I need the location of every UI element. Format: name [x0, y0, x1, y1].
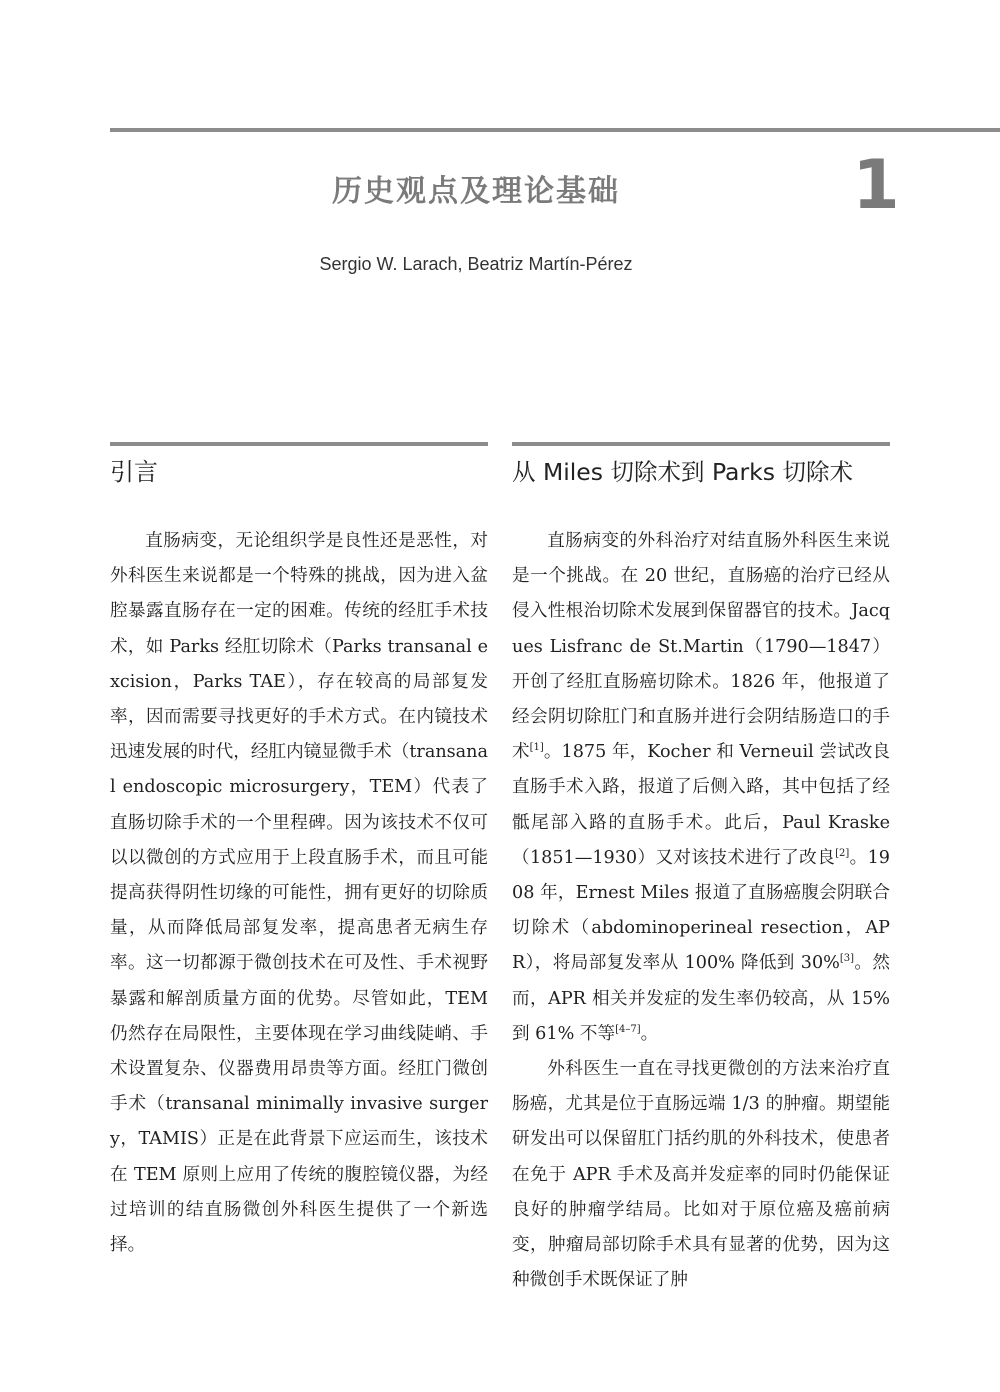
section-rule — [512, 442, 890, 446]
introduction-body — [110, 524, 488, 1263]
left-column — [110, 442, 488, 1263]
section-heading-miles-to-parks: 从 Miles 切除术到 Parks 切除术 — [512, 458, 853, 486]
paragraph-text: 。 — [640, 1023, 659, 1044]
miles-to-parks-body — [512, 524, 890, 1298]
chapter-number: 1 — [852, 146, 900, 225]
section-rule — [110, 442, 488, 446]
paragraph-text: 。1908 年，Ernest Miles 报道了直肠癌腹会阴联合切除术（abdominoperineal resection，APR），将局部复发率从 100% 降低到 30% — [512, 847, 890, 974]
chapter-title: 历史观点及理论基础 — [332, 174, 620, 209]
citation-ref[interactable]: [1] — [529, 742, 544, 754]
paragraph: 直肠病变，无论组织学是良性还是恶性，对外科医生来说都是一个特殊的挑战，因为进入盆腔暴露直肠存在一定的困难。传统的经肛手术技术，如 Parks 经肛切除术（Parks transanal excision，Parks TAE），存在较高的局部复发率，因而需要寻找更好的手术方式。在内镜技术迅速发展的时代，经肛内镜显微手术（transanal endoscopic microsurgery，TEM）代表了直肠切除手术的一个里程碑。因为该技术不仅可以以微创的方式应用于上段直肠手术，而且可能提高获得阴性切缘的可能性，拥有更好的切除质量，从而降低局部复发率，提高患者无病生存率。这一切都源于微创技术在可及性、手术视野暴露和解剖质量方面的优势。尽管如此，TEM 仍然存在局限性，主要体现在学习曲线陡峭、手术设置复杂、仪器费用昂贵等方面。经肛门微创手术（transanal minimally invasive surgery，TAMIS）正是在此背景下应运而生，该技术在 TEM 原则上应用了传统的腹腔镜仪器，为经过培训的结直肠微创外科医生提供了一个新选择。 — [110, 531, 488, 1256]
section-heading-introduction: 引言 — [110, 458, 158, 486]
citation-ref[interactable]: [4–7] — [615, 1023, 641, 1035]
paragraph-text: 。1875 年，Kocher 和 Verneuil 尝试改良直肠手术入路，报道了后侧入路，其中包括了经骶尾部入路的直肠手术。此后，Paul Kraske（1851—1930）又对该技术进行了改良 — [512, 742, 890, 868]
paragraph — [512, 524, 890, 1052]
chapter-top-rule — [110, 128, 1000, 132]
paragraph-text: 直肠病变的外科治疗对结直肠外科医生来说是一个挑战。在 20 世纪，直肠癌的治疗已经从侵入性根治切除术发展到保留器官的技术。Jacques Lisfranc de St.Martin（1790—1847）开创了经肛直肠癌切除术。1826 年，他报道了经会阴切除肛门和直肠并进行会阴结肠造口的手术 — [512, 531, 890, 763]
citation-ref[interactable]: [3] — [839, 953, 855, 965]
paragraph: 外科医生一直在寻找更微创的方法来治疗直肠癌，尤其是位于直肠远端 1/3 的肿瘤。期望能研发出可以保留肛门括约肌的外科技术，使患者在免于 APR 手术及高并发症率的同时仍能保证良好的肿瘤学结局。比如对于原位癌及癌前病变，肿瘤局部切除手术具有显著的优势，因为这种微创手术既保证了肿 — [512, 1059, 890, 1291]
paragraph-text: 。然而，APR 相关并发症的发生率仍较高，从 15% 到 61% 不等 — [512, 953, 890, 1044]
right-column — [512, 442, 890, 1298]
chapter-authors: Sergio W. Larach, Beatriz Martín-Pérez — [319, 254, 633, 274]
citation-ref[interactable]: [2] — [835, 847, 850, 859]
